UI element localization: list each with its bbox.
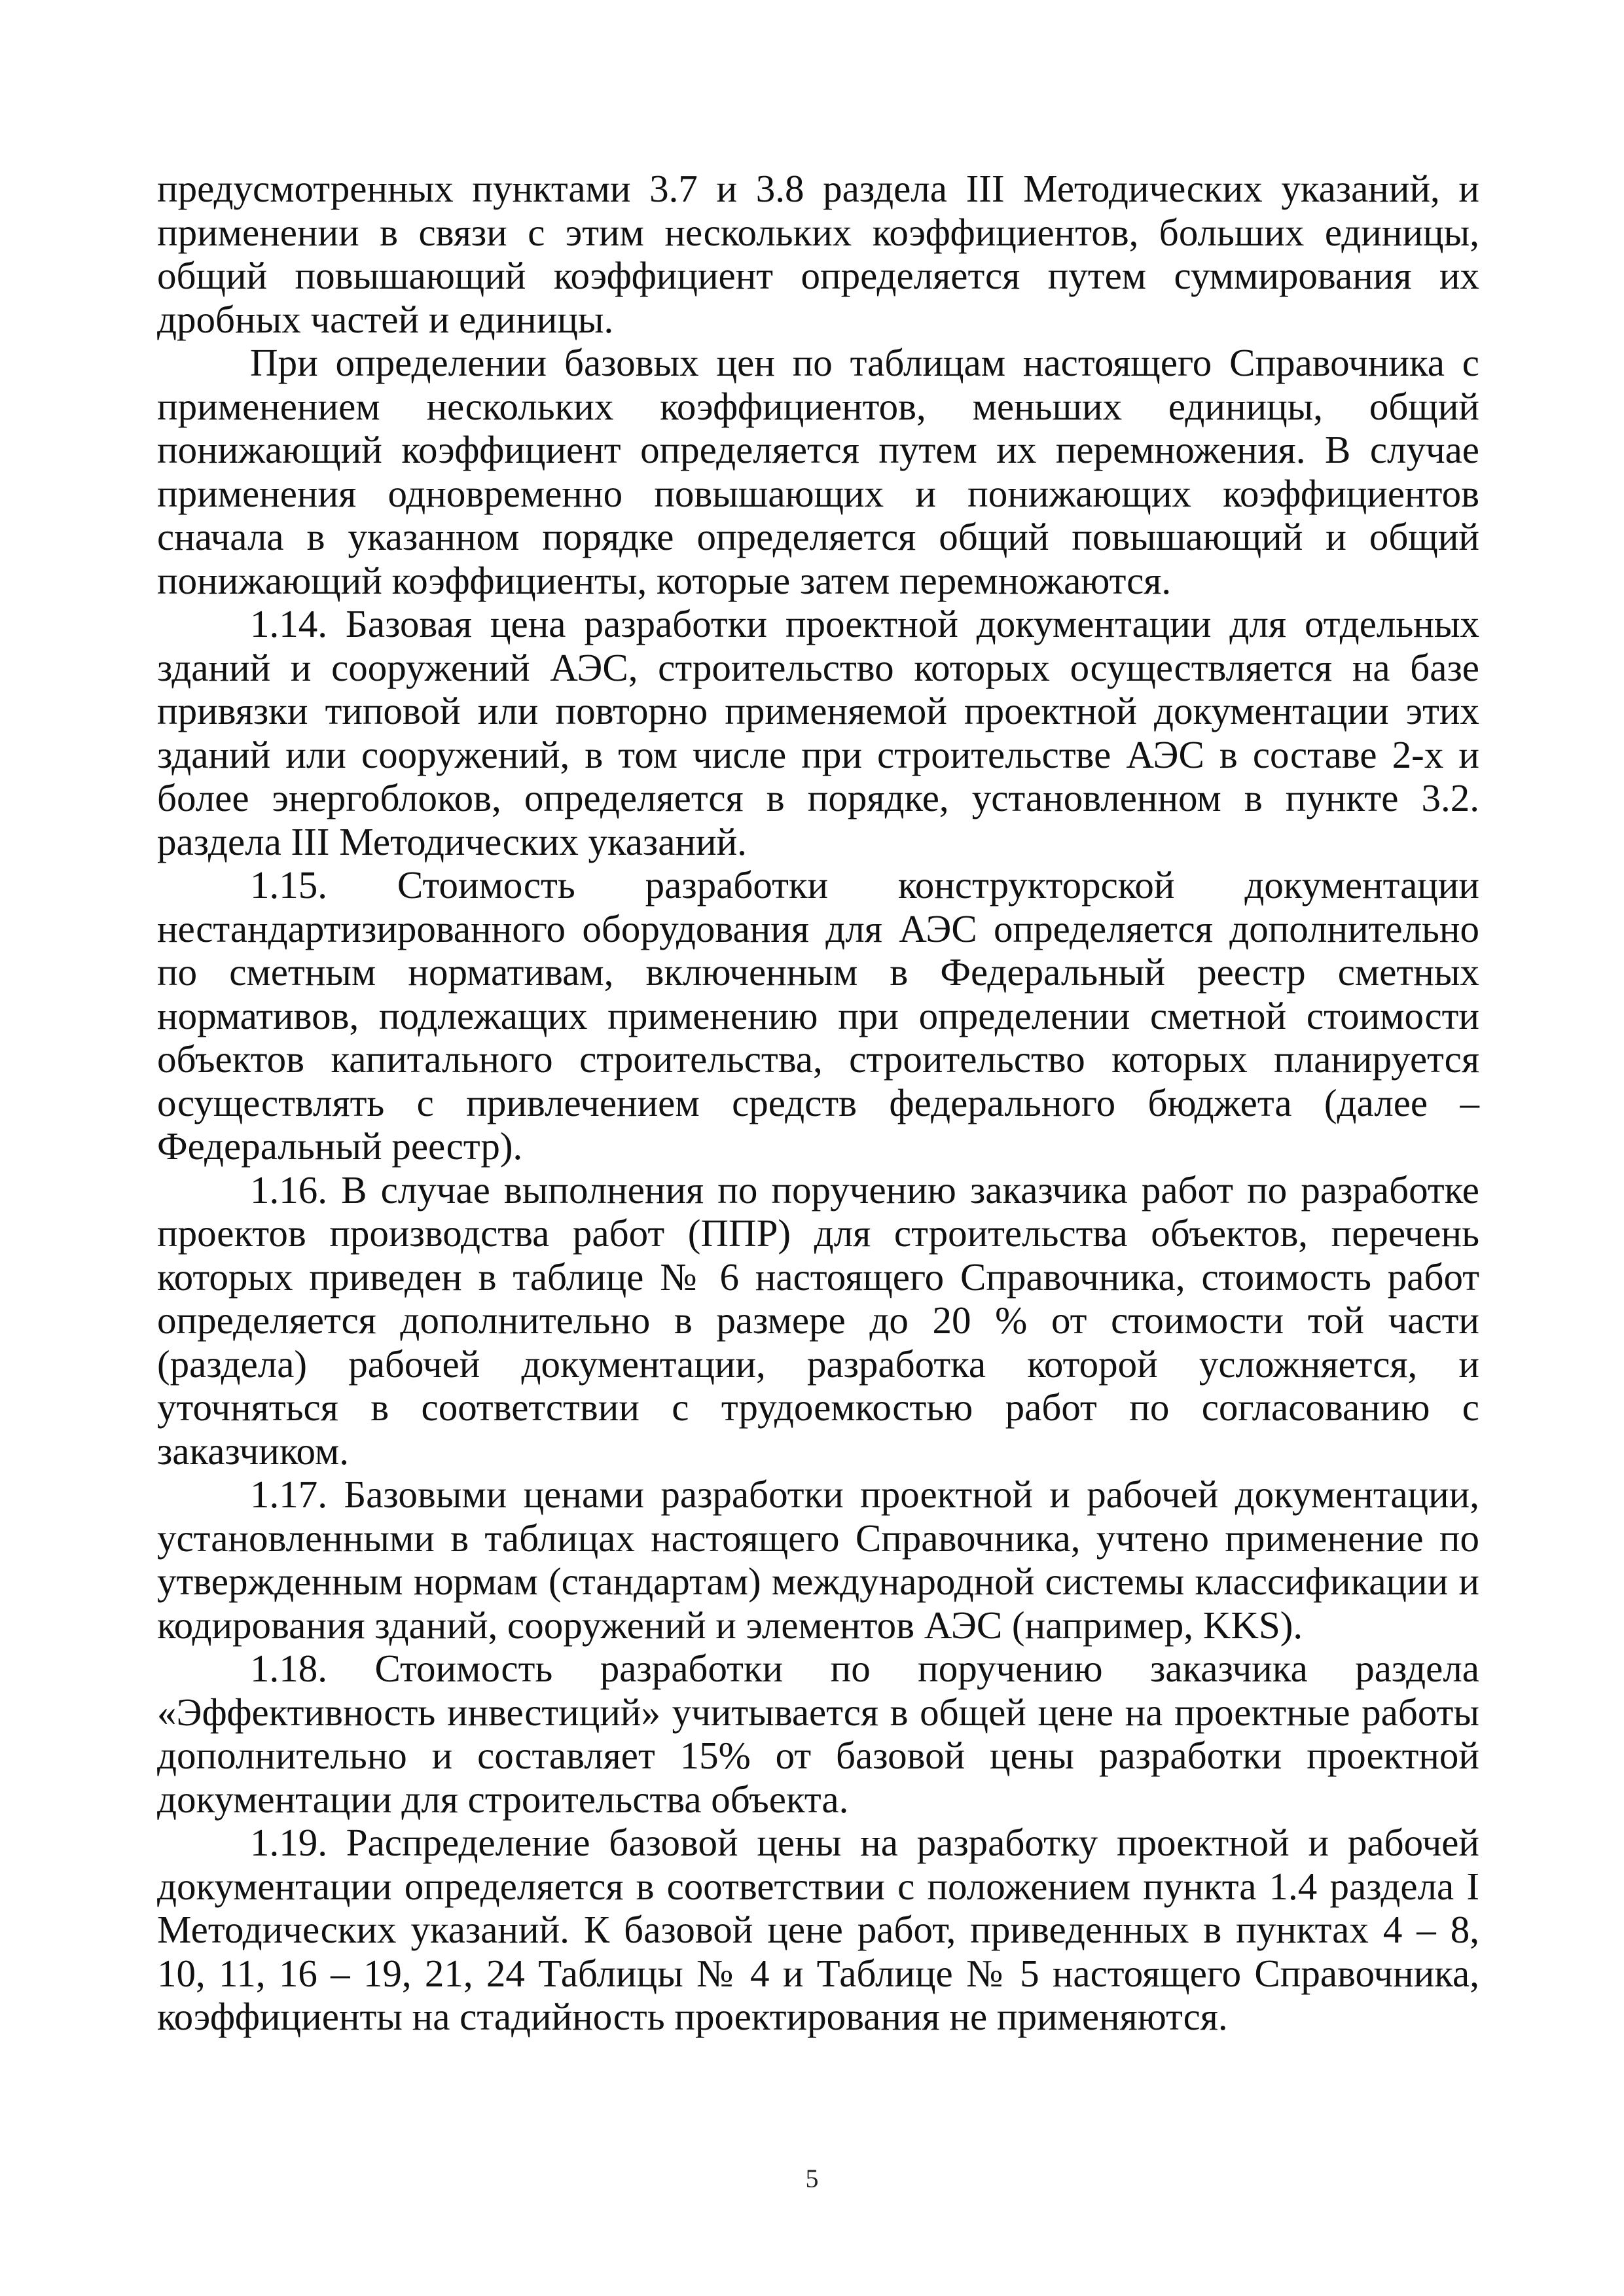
paragraph-1-18: 1.18. Стоимость разработки по поручению заказчика раздела «Эффективность инвестиций» учитывается в общей цене на проектные работы дополнительно и составляет 15% от базовой цены разработки проектной документации для строительства объекта. — [157, 1647, 1479, 1821]
page-number: 5 — [805, 2164, 819, 2193]
paragraph-continuation: предусмотренных пунктами 3.7 и 3.8 раздела III Методических указаний, и применении в связи с этим нескольких коэффициентов, больших единицы, общий повышающий коэффициент определяется путем суммирования их дробных частей и единицы. — [157, 167, 1479, 341]
paragraph-1-19: 1.19. Распределение базовой цены на разработку проектной и рабочей документации определяется в соответствии с положением пункта 1.4 раздела I Методических указаний. К базовой цене работ, приведенных в пунктах 4 – 8, 10, 11, 16 – 19, 21, 24 Таблицы № 4 и Таблице № 5 настоящего Справочника, коэффициенты на стадийность проектирования не применяются. — [157, 1821, 1479, 2038]
paragraph-1-14: 1.14. Базовая цена разработки проектной документации для отдельных зданий и сооружений АЭС, строительство которых осуществляется на базе привязки типовой или повторно применяемой проектной документации этих зданий или сооружений, в том числе при строительстве АЭС в составе 2-х и более энергоблоков, определяется в порядке, установленном в пункте 3.2. раздела III Методических указаний. — [157, 602, 1479, 863]
paragraph-coefficients: При определении базовых цен по таблицам настоящего Справочника с применением нескольких коэффициентов, меньших единицы, общий понижающий коэффициент определяется путем их перемножения. В случае применения одновременно повышающих и понижающих коэффициентов сначала в указанном порядке определяется общий повышающий и общий понижающий коэффициенты, которые затем перемножаются. — [157, 341, 1479, 602]
paragraph-1-16: 1.16. В случае выполнения по поручению заказчика работ по разработке проектов производства работ (ППР) для строительства объектов, перечень которых приведен в таблице № 6 настоящего Справочника, стоимость работ определяется дополнительно в размере до 20 % от стоимости той части (раздела) рабочей документации, разработка которой усложняется, и уточняться в соответствии с трудоемкостью работ по согласованию с заказчиком. — [157, 1168, 1479, 1473]
document-body — [157, 167, 1479, 2039]
paragraph-1-17: 1.17. Базовыми ценами разработки проектной и рабочей документации, установленными в таблицах настоящего Справочника, учтено применение по утвержденным нормам (стандартам) международной системы классификации и кодирования зданий, сооружений и элементов АЭС (например, KKS). — [157, 1473, 1479, 1647]
paragraph-1-15: 1.15. Стоимость разработки конструкторской документации нестандартизированного оборудования для АЭС определяется дополнительно по сметным нормативам, включенным в Федеральный реестр сметных нормативов, подлежащих применению при определении сметной стоимости объектов капитального строительства, строительство которых планируется осуществлять с привлечением средств федерального бюджета (далее – Федеральный реестр). — [157, 863, 1479, 1168]
